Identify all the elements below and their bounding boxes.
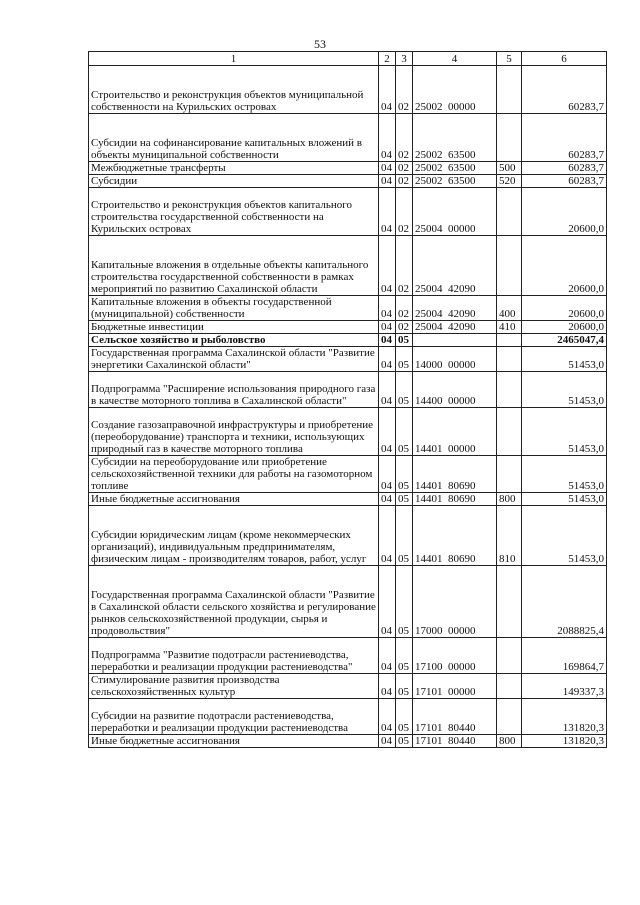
row-code-section: 04 <box>379 296 396 321</box>
row-amount: 51453,0 <box>522 372 607 408</box>
row-code-target: 14000 00000 <box>413 347 497 372</box>
header-col-4: 4 <box>413 52 497 66</box>
row-code-expense-type <box>497 638 522 674</box>
row-code-target: 25002 63500 <box>413 162 497 175</box>
row-code-expense-type: 810 <box>497 506 522 566</box>
table-row <box>89 236 607 296</box>
row-amount: 51453,0 <box>522 506 607 566</box>
row-name: Капитальные вложения в отдельные объекты капитального строительства государственной собственности в рамках мероприятий по развитию Сахалинской области <box>89 236 379 296</box>
row-name: Бюджетные инвестиции <box>89 321 379 334</box>
table-row <box>89 735 607 748</box>
row-amount: 60283,7 <box>522 162 607 175</box>
row-code-subsection: 05 <box>396 674 413 699</box>
row-code-subsection: 05 <box>396 699 413 735</box>
row-amount: 51453,0 <box>522 456 607 493</box>
row-code-subsection: 02 <box>396 236 413 296</box>
row-code-subsection: 05 <box>396 506 413 566</box>
row-name: Субсидии на переоборудование или приобретение сельскохозяйственной техники для работы на газомоторном топливе <box>89 456 379 493</box>
table-row <box>89 506 607 566</box>
row-code-subsection: 05 <box>396 408 413 456</box>
row-code-target: 17000 00000 <box>413 566 497 638</box>
row-code-target: 25004 00000 <box>413 188 497 236</box>
row-code-section: 04 <box>379 175 396 188</box>
row-name: Государственная программа Сахалинской области "Развитие в Сахалинской области сельского хозяйства и регулирование рынков сельскохозяйственной продукции, сырья и продовольствия" <box>89 566 379 638</box>
row-code-target: 17100 00000 <box>413 638 497 674</box>
row-code-expense-type <box>497 114 522 162</box>
row-amount: 60283,7 <box>522 175 607 188</box>
row-code-target: 14401 80690 <box>413 456 497 493</box>
row-code-subsection: 05 <box>396 566 413 638</box>
table-row <box>89 347 607 372</box>
row-name: Иные бюджетные ассигнования <box>89 735 379 748</box>
row-code-target: 14401 80690 <box>413 493 497 506</box>
row-code-subsection: 05 <box>396 638 413 674</box>
row-code-section: 04 <box>379 162 396 175</box>
table-row <box>89 66 607 114</box>
row-name: Строительство и реконструкция объектов капитального строительства государственной собственности на Курильских островах <box>89 188 379 236</box>
row-name: Субсидии <box>89 175 379 188</box>
row-code-expense-type <box>497 674 522 699</box>
row-code-section: 04 <box>379 408 396 456</box>
header-col-6: 6 <box>522 52 607 66</box>
row-amount: 20600,0 <box>522 188 607 236</box>
row-name: Капитальные вложения в объекты государственной (муниципальной) собственности <box>89 296 379 321</box>
row-amount: 60283,7 <box>522 114 607 162</box>
row-code-target: 17101 80440 <box>413 735 497 748</box>
table-row <box>89 175 607 188</box>
row-code-section: 04 <box>379 674 396 699</box>
row-code-expense-type <box>497 66 522 114</box>
row-amount: 20600,0 <box>522 296 607 321</box>
row-code-section: 04 <box>379 493 396 506</box>
row-code-subsection: 02 <box>396 66 413 114</box>
header-row <box>89 52 607 66</box>
row-code-section: 04 <box>379 347 396 372</box>
row-name: Субсидии на софинансирование капитальных вложений в объекты муниципальной собственности <box>89 114 379 162</box>
table-row <box>89 114 607 162</box>
row-code-target: 25002 63500 <box>413 175 497 188</box>
row-code-target: 25002 00000 <box>413 66 497 114</box>
row-code-expense-type: 800 <box>497 735 522 748</box>
row-name: Межбюджетные трансферты <box>89 162 379 175</box>
header-col-5: 5 <box>497 52 522 66</box>
table-row <box>89 296 607 321</box>
row-amount: 2088825,4 <box>522 566 607 638</box>
row-amount: 20600,0 <box>522 236 607 296</box>
row-code-section: 04 <box>379 66 396 114</box>
row-code-expense-type <box>497 372 522 408</box>
row-code-section: 04 <box>379 506 396 566</box>
row-code-target: 14401 80690 <box>413 506 497 566</box>
row-code-section: 04 <box>379 321 396 334</box>
row-code-target <box>413 334 497 347</box>
table-row <box>89 638 607 674</box>
row-code-subsection: 05 <box>396 493 413 506</box>
table-row <box>89 408 607 456</box>
table-row <box>89 699 607 735</box>
row-name: Подпрограмма "Развитие подотрасли растениеводства, переработки и реализации продукции растениеводства" <box>89 638 379 674</box>
row-amount: 20600,0 <box>522 321 607 334</box>
row-name: Создание газозаправочной инфраструктуры и приобретение (переоборудование) транспорта и техники, использующих природный газ в качестве моторного топлива <box>89 408 379 456</box>
row-name: Стимулирование развития производства сельскохозяйственных культур <box>89 674 379 699</box>
row-code-subsection: 02 <box>396 296 413 321</box>
row-code-subsection: 05 <box>396 735 413 748</box>
row-code-subsection: 05 <box>396 347 413 372</box>
row-code-section: 04 <box>379 638 396 674</box>
row-code-expense-type <box>497 236 522 296</box>
row-code-subsection: 02 <box>396 175 413 188</box>
row-code-subsection: 02 <box>396 321 413 334</box>
table-body <box>89 66 607 748</box>
row-code-expense-type <box>497 699 522 735</box>
row-name: Сельское хозяйство и рыболовство <box>89 334 379 347</box>
row-amount: 131820,3 <box>522 735 607 748</box>
row-code-expense-type <box>497 566 522 638</box>
row-code-expense-type <box>497 334 522 347</box>
row-code-subsection: 02 <box>396 162 413 175</box>
row-code-expense-type <box>497 456 522 493</box>
row-amount: 51453,0 <box>522 347 607 372</box>
row-amount: 169864,7 <box>522 638 607 674</box>
row-amount: 60283,7 <box>522 66 607 114</box>
row-code-section: 04 <box>379 372 396 408</box>
row-code-subsection: 05 <box>396 456 413 493</box>
table-row <box>89 334 607 347</box>
row-code-target: 25002 63500 <box>413 114 497 162</box>
row-amount: 131820,3 <box>522 699 607 735</box>
row-name: Субсидии юридическим лицам (кроме некоммерческих организаций), индивидуальным предпринимателям, физическим лицам - производителям товаров, работ, услуг <box>89 506 379 566</box>
row-code-expense-type <box>497 188 522 236</box>
table-row <box>89 566 607 638</box>
table-row <box>89 372 607 408</box>
row-code-target: 14401 00000 <box>413 408 497 456</box>
row-code-expense-type: 800 <box>497 493 522 506</box>
row-code-section: 04 <box>379 735 396 748</box>
row-code-expense-type: 410 <box>497 321 522 334</box>
row-amount: 2465047,4 <box>522 334 607 347</box>
row-code-section: 04 <box>379 566 396 638</box>
table-row <box>89 456 607 493</box>
row-code-subsection: 02 <box>396 188 413 236</box>
table-row <box>89 162 607 175</box>
row-name: Подпрограмма "Расширение использования природного газа в качестве моторного топлива в Сахалинской области" <box>89 372 379 408</box>
row-name: Иные бюджетные ассигнования <box>89 493 379 506</box>
row-code-section: 04 <box>379 699 396 735</box>
table-header <box>89 52 607 66</box>
row-code-expense-type <box>497 347 522 372</box>
row-code-subsection: 02 <box>396 114 413 162</box>
page-number: 53 <box>314 37 326 51</box>
header-col-2: 2 <box>379 52 396 66</box>
row-code-section: 04 <box>379 334 396 347</box>
budget-table <box>88 51 607 748</box>
row-code-target: 17101 00000 <box>413 674 497 699</box>
table-row <box>89 674 607 699</box>
row-code-section: 04 <box>379 188 396 236</box>
row-code-expense-type: 400 <box>497 296 522 321</box>
header-col-3: 3 <box>396 52 413 66</box>
row-code-section: 04 <box>379 114 396 162</box>
row-code-expense-type: 520 <box>497 175 522 188</box>
row-code-subsection: 05 <box>396 372 413 408</box>
row-code-expense-type <box>497 408 522 456</box>
table-row <box>89 493 607 506</box>
row-code-expense-type: 500 <box>497 162 522 175</box>
row-code-target: 25004 42090 <box>413 296 497 321</box>
row-code-section: 04 <box>379 456 396 493</box>
header-col-1: 1 <box>89 52 379 66</box>
row-name: Субсидии на развитие подотрасли растениеводства, переработки и реализации продукции растениеводства <box>89 699 379 735</box>
row-code-target: 14400 00000 <box>413 372 497 408</box>
row-code-target: 25004 42090 <box>413 236 497 296</box>
row-code-target: 25004 42090 <box>413 321 497 334</box>
row-name: Государственная программа Сахалинской области "Развитие энергетики Сахалинской области" <box>89 347 379 372</box>
row-code-target: 17101 80440 <box>413 699 497 735</box>
row-amount: 149337,3 <box>522 674 607 699</box>
row-amount: 51453,0 <box>522 408 607 456</box>
row-code-subsection: 05 <box>396 334 413 347</box>
table-row <box>89 188 607 236</box>
row-amount: 51453,0 <box>522 493 607 506</box>
row-code-section: 04 <box>379 236 396 296</box>
row-name: Строительство и реконструкция объектов муниципальной собственности на Курильских островах <box>89 66 379 114</box>
table-row <box>89 321 607 334</box>
